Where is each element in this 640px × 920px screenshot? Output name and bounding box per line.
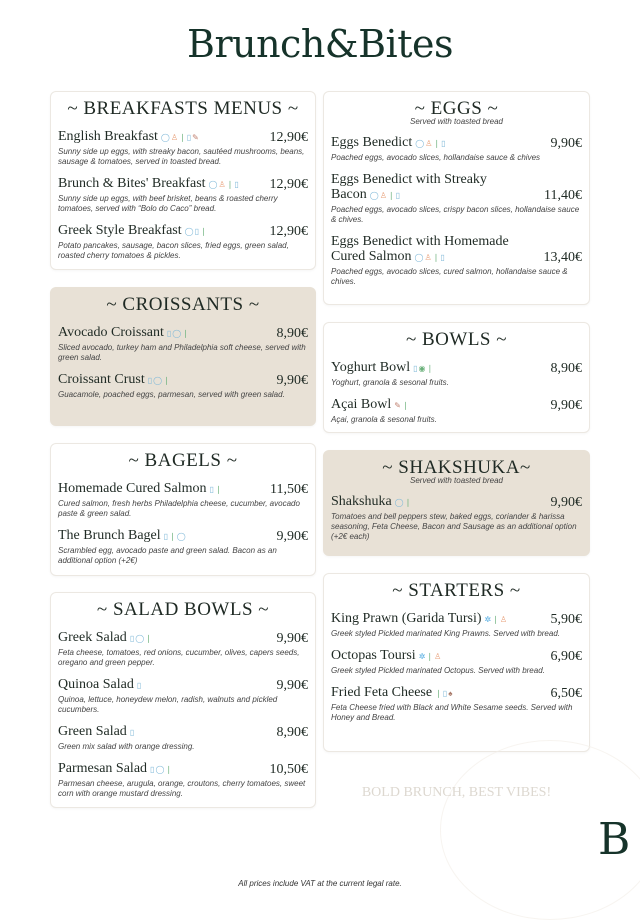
section-title: ~ BREAKFASTS MENUS ~ xyxy=(67,98,299,119)
item-price: 6,50€ xyxy=(550,686,582,701)
item-price: 12,90€ xyxy=(269,130,308,145)
menu-section xyxy=(323,573,590,752)
crustacean-allergen-icon: ✲ xyxy=(484,615,493,624)
mustard-allergen-icon: ▯ xyxy=(442,689,449,698)
item-description: Quinoa, lettuce, honeydew melon, radish, walnuts and pickled cucumbers. xyxy=(58,695,278,714)
menu-item xyxy=(331,135,582,163)
egg-allergen-icon: ◯ xyxy=(176,532,187,541)
item-name: Greek Style Breakfast xyxy=(58,223,182,238)
gluten-allergen-icon: ❘ xyxy=(165,765,174,774)
nuts-allergen-icon: ◉ xyxy=(418,364,427,373)
item-description: Parmesan cheese, arugula, orange, croutons, cherry tomatoes, sweet corn with orange mustard dressing. xyxy=(58,779,306,798)
mustard-allergen-icon: ▯ xyxy=(163,532,170,541)
milk-allergen-icon: ♙ xyxy=(425,139,434,148)
menu-section xyxy=(50,443,316,576)
menu-item xyxy=(331,360,582,388)
slogan: BOLD BRUNCH, BEST VIBES! xyxy=(361,785,552,800)
meat-allergen-icon: ✎ xyxy=(394,401,402,410)
section-title: ~ SHAKSHUKA~ xyxy=(382,457,531,478)
milk-allergen-icon: ♙ xyxy=(170,133,180,142)
item-description: Feta Cheese fried with Black and White Sesame seeds. Served with Honey and Bread. xyxy=(331,703,573,722)
menu-item xyxy=(58,630,308,668)
mustard-allergen-icon: ▯ xyxy=(441,139,447,148)
item-name: Brunch & Bites' Breakfast xyxy=(58,176,206,191)
item-name: Green Salad xyxy=(58,724,127,739)
crustacean-allergen-icon: ✲ xyxy=(418,652,427,661)
mustard-allergen-icon: ▯ xyxy=(129,728,136,737)
item-description: Sunny side up eggs, with streaky bacon, sautéed mushrooms, beans, sausage & tomatoes, served in toasted bread. xyxy=(58,147,305,166)
mustard-allergen-icon: ▯ xyxy=(147,376,154,385)
item-name: Fried Feta Cheese xyxy=(331,685,433,700)
mustard-allergen-icon: ▯ xyxy=(166,329,173,338)
menu-item xyxy=(331,234,582,287)
gluten-allergen-icon: ❘ xyxy=(433,139,442,148)
item-price: 9,90€ xyxy=(550,136,582,151)
item-name: Quinoa Salad xyxy=(58,677,134,692)
section-title: ~ CROISSANTS ~ xyxy=(106,294,260,315)
logo: B xyxy=(598,814,631,865)
item-price: 9,90€ xyxy=(550,495,582,510)
menu-item xyxy=(58,223,308,261)
gluten-allergen-icon: ❘ xyxy=(182,329,190,338)
menu-section xyxy=(323,322,590,433)
item-description: Cured salmon, fresh herbs Philadelphia cheese, cucumber, avocado paste & green salad. xyxy=(58,499,300,518)
footer-note: All prices include VAT at the current legal rate. xyxy=(238,879,402,888)
item-description: Sunny side up eggs, with beef brisket, beans & roasted cherry tomatoes, served with “Bolo do Caco” bread. xyxy=(58,194,278,213)
mustard-allergen-icon: ▯ xyxy=(395,191,401,200)
item-name: Açai Bowl xyxy=(331,397,392,412)
item-description: Tomatoes and bell peppers stew, baked eggs, coriander & harissa seasoning, Feta Cheese, Bacon and Sausage as an additional option (+2€ each) xyxy=(331,512,577,541)
menu-item xyxy=(58,325,308,363)
item-name: King Prawn (Garida Tursi) xyxy=(331,611,482,626)
gluten-allergen-icon: ❘ xyxy=(426,652,435,661)
mustard-allergen-icon: ▯ xyxy=(129,634,136,643)
menu-item xyxy=(331,397,582,425)
milk-allergen-icon: ♙ xyxy=(218,180,227,189)
menu-section xyxy=(50,287,316,426)
gluten-allergen-icon: ❘ xyxy=(179,133,187,142)
milk-allergen-icon: ♙ xyxy=(434,652,443,661)
mustard-allergen-icon: ▯ xyxy=(194,227,200,236)
item-description: Yoghurt, granola & sesonal fruits. xyxy=(331,378,449,387)
menu-item xyxy=(58,528,308,566)
egg-allergen-icon: ◯ xyxy=(135,634,146,643)
item-price: 9,90€ xyxy=(276,529,308,544)
item-description: Poached eggs, avocado slices, hollandaise sauce & chives xyxy=(331,153,541,162)
mustard-allergen-icon: ▯ xyxy=(234,180,240,189)
item-name: Yoghurt Bowl xyxy=(331,360,411,375)
item-name: Eggs Benedict with Homemade Cured Salmon xyxy=(331,234,509,264)
menu-item xyxy=(58,761,308,799)
item-price: 8,90€ xyxy=(276,326,308,341)
menu-item xyxy=(58,372,308,400)
item-price: 11,40€ xyxy=(544,188,582,203)
gluten-allergen-icon: ❘ xyxy=(226,180,235,189)
item-description: Açai, granola & sesonal fruits. xyxy=(331,415,437,424)
item-price: 9,90€ xyxy=(276,631,308,646)
section-title: ~ BOWLS ~ xyxy=(405,329,508,350)
restaurant-title: Brunch&Bites xyxy=(187,22,453,66)
item-description: Scrambled egg, avocado paste and green salad. Bacon as an additional option (+2€) xyxy=(58,546,277,565)
menu-item xyxy=(58,176,308,214)
egg-allergen-icon: ◯ xyxy=(414,253,425,262)
section-title: ~ EGGS ~ xyxy=(414,98,499,119)
egg-allergen-icon: ◯ xyxy=(369,191,380,200)
gluten-allergen-icon: ❘ xyxy=(492,615,500,624)
item-description: Guacamole, poached eggs, parmesan, served with green salad. xyxy=(58,390,285,399)
item-name: Octopas Toursi xyxy=(331,648,416,663)
item-description: Potato pancakes, sausage, bacon slices, fried eggs, green salad, roasted cherry tomatoes & pickles. xyxy=(58,241,289,260)
gluten-allergen-icon: ❘ xyxy=(432,253,441,262)
item-description: Sliced avocado, turkey ham and Philadelphia soft cheese, served with green salad. xyxy=(58,343,306,362)
section-subtitle: Served with toasted bread xyxy=(410,476,503,485)
item-price: 9,90€ xyxy=(276,678,308,693)
item-description: Feta cheese, tomatoes, red onions, cucumber, olives, capers seeds, oregano and green pepper. xyxy=(58,648,300,667)
gluten-allergen-icon: ❘ xyxy=(163,376,171,385)
item-price: 12,90€ xyxy=(269,177,308,192)
item-description: Greek styled Pickled marinated Octopus. Served with bread. xyxy=(331,666,545,675)
item-price: 8,90€ xyxy=(276,725,308,740)
item-price: 5,90€ xyxy=(550,612,582,627)
menu-section xyxy=(323,91,590,305)
gluten-allergen-icon: ❘ xyxy=(387,191,396,200)
item-price: 13,40€ xyxy=(543,250,582,265)
menu-item xyxy=(331,648,582,676)
gluten-allergen-icon: ❘ xyxy=(199,227,208,236)
item-name: Homemade Cured Salmon xyxy=(58,481,207,496)
mustard-allergen-icon: ▯ xyxy=(186,133,193,142)
menu-item xyxy=(58,724,308,752)
item-name: English Breakfast xyxy=(58,129,158,144)
mustard-allergen-icon: ▯ xyxy=(136,681,143,690)
item-price: 11,50€ xyxy=(270,482,308,497)
egg-allergen-icon: ◯ xyxy=(153,376,164,385)
menu-section xyxy=(323,450,590,556)
egg-allergen-icon: ◯ xyxy=(172,329,183,338)
milk-allergen-icon: ♙ xyxy=(499,615,509,624)
sesame-allergen-icon: ♠ xyxy=(448,689,454,698)
menu-item xyxy=(331,611,582,639)
section-subtitle: Served with toasted bread xyxy=(410,117,503,126)
item-description: Poached eggs, avocado slices, cured salmon, hollandaise sauce & chives. xyxy=(331,267,568,286)
item-description: Poached eggs, avocado slices, crispy bacon slices, hollandaise sauce & chives. xyxy=(331,205,580,224)
item-price: 6,90€ xyxy=(550,649,582,664)
gluten-allergen-icon: ❘ xyxy=(435,689,443,698)
menu-item xyxy=(58,481,308,519)
item-name: Greek Salad xyxy=(58,630,127,645)
gluten-allergen-icon: ❘ xyxy=(401,401,410,410)
item-price: 9,90€ xyxy=(550,398,582,413)
egg-allergen-icon: ◯ xyxy=(208,180,219,189)
gluten-allergen-icon: ❘ xyxy=(145,634,153,643)
item-description: Green mix salad with orange dressing. xyxy=(58,742,195,751)
mustard-allergen-icon: ▯ xyxy=(209,485,215,494)
item-name: Avocado Croissant xyxy=(58,325,164,340)
item-name: Eggs Benedict xyxy=(331,135,413,150)
item-name: Croissant Crust xyxy=(58,372,145,387)
item-name: The Brunch Bagel xyxy=(58,528,161,543)
mustard-allergen-icon: ▯ xyxy=(150,765,156,774)
egg-allergen-icon: ◯ xyxy=(394,498,405,507)
section-title: ~ BAGELS ~ xyxy=(128,450,238,471)
meat-allergen-icon: ✎ xyxy=(192,133,200,142)
menu-item xyxy=(331,172,582,225)
menu-section xyxy=(50,91,316,270)
egg-allergen-icon: ◯ xyxy=(184,227,195,236)
menu-item xyxy=(331,494,582,542)
menu-section xyxy=(50,592,316,808)
gluten-allergen-icon: ❘ xyxy=(169,532,177,541)
item-name: Shakshuka xyxy=(331,494,392,509)
egg-allergen-icon: ◯ xyxy=(415,139,426,148)
gluten-allergen-icon: ❘ xyxy=(214,485,223,494)
mustard-allergen-icon: ▯ xyxy=(440,253,446,262)
egg-allergen-icon: ◯ xyxy=(160,133,171,142)
item-price: 8,90€ xyxy=(550,361,582,376)
item-name: Parmesan Salad xyxy=(58,761,148,776)
milk-allergen-icon: ♙ xyxy=(424,253,433,262)
milk-allergen-icon: ♙ xyxy=(379,191,388,200)
item-description: Greek styled Pickled marinated King Prawns. Served with bread. xyxy=(331,629,560,638)
item-price: 12,90€ xyxy=(269,224,308,239)
item-price: 9,90€ xyxy=(276,373,308,388)
item-price: 10,50€ xyxy=(269,762,308,777)
mustard-allergen-icon: ▯ xyxy=(413,364,419,373)
gluten-allergen-icon: ❘ xyxy=(404,498,413,507)
menu-item xyxy=(58,677,308,715)
item-name: Eggs Benedict with Streaky Bacon xyxy=(331,172,487,202)
menu-item xyxy=(58,129,308,167)
menu-item xyxy=(331,685,582,723)
gluten-allergen-icon: ❘ xyxy=(426,364,435,373)
egg-allergen-icon: ◯ xyxy=(155,765,166,774)
section-title: ~ STARTERS ~ xyxy=(392,580,521,601)
section-title: ~ SALAD BOWLS ~ xyxy=(96,599,270,620)
